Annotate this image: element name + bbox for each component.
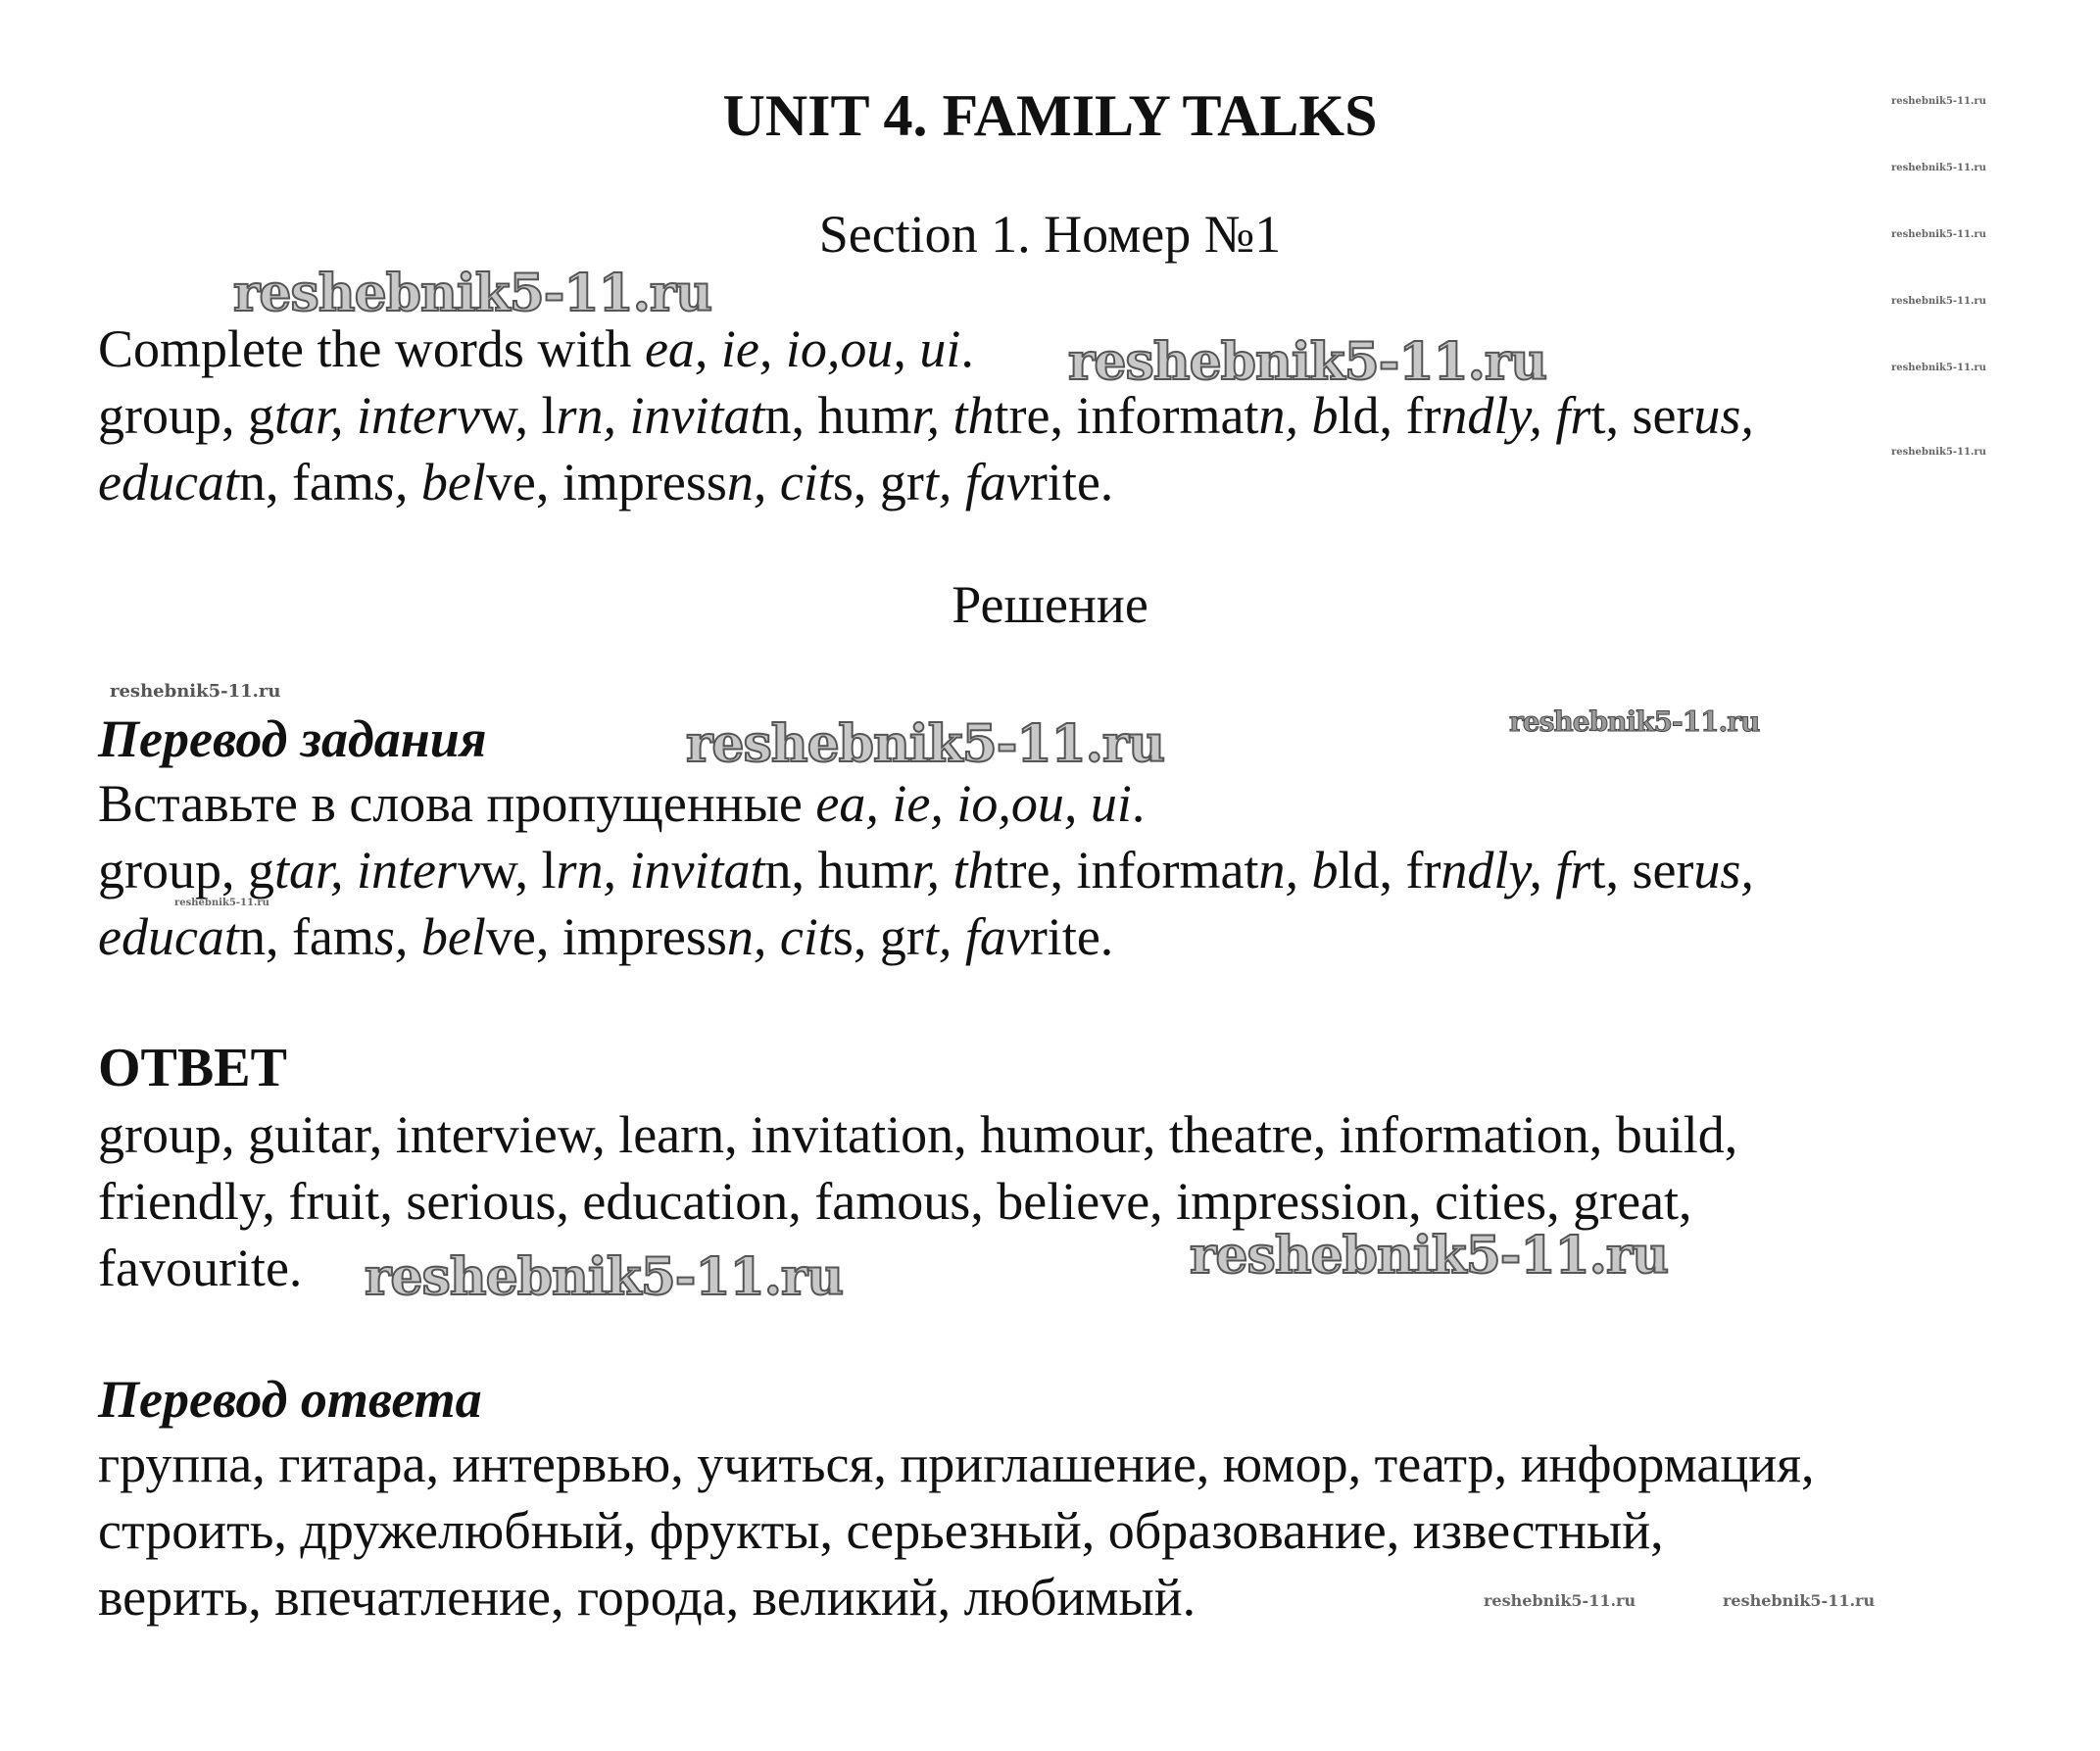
- unit-title: UNIT 4. FAMILY TALKS: [722, 83, 1378, 148]
- watermark: reshebnik5-11.ru: [1891, 363, 1986, 373]
- watermark: reshebnik5-11.ru: [1484, 1591, 1636, 1610]
- translation-words-line1: [98, 837, 2048, 903]
- task-instruction: Complete the words with ea, ie, io,ou, ui.: [98, 319, 974, 378]
- word-fragment: ld, fr: [1338, 841, 1441, 900]
- word-fragment: group, g: [98, 841, 274, 900]
- translation-answer-line3: верить, впечатление, города, великий, любимый.: [98, 1568, 1197, 1627]
- word-fragment: t, ser: [1590, 386, 1694, 445]
- word-fragment: tar, interv: [273, 841, 480, 900]
- word-fragment: ld, fr: [1338, 386, 1441, 445]
- watermark: reshebnik5-11.ru: [1723, 1591, 1876, 1610]
- task-words-line2: [98, 449, 2048, 515]
- watermark: reshebnik5-11.ru: [365, 1247, 844, 1307]
- word-fragment: rite.: [1029, 907, 1114, 966]
- watermark: reshebnik5-11.ru: [1891, 229, 1986, 240]
- word-fragment: n, hum: [764, 386, 912, 445]
- translation-task-heading: Перевод задания: [98, 709, 487, 768]
- answer-line1: group, guitar, interview, learn, invitation, humour, theatre, information, build,: [98, 1105, 1738, 1164]
- word-fragment: t, fav: [923, 907, 1030, 966]
- answer-heading: ОТВЕТ: [98, 1038, 287, 1098]
- watermark: reshebnik5-11.ru: [1891, 447, 1986, 458]
- translation-task-instruction: Вставьте в слова пропущенные ea, ie, io,ou, ui.: [98, 774, 1146, 833]
- watermark: reshebnik5-11.ru: [1891, 96, 1986, 107]
- watermark: reshebnik5-11.ru: [1891, 163, 1986, 173]
- word-fragment: t, fav: [923, 453, 1030, 511]
- word-fragment: us,: [1693, 841, 1754, 900]
- translation-answer-line2: строить, дружелюбный, фрукты, серьезный, образование, известный,: [98, 1501, 1664, 1560]
- word-fragment: tre, informat: [994, 841, 1259, 900]
- translation-words-line2: [98, 903, 2048, 970]
- word-fragment: n, b: [1258, 841, 1339, 900]
- word-fragment: ndly, fr: [1441, 841, 1591, 900]
- watermark: reshebnik5-11.ru: [1509, 705, 1760, 738]
- word-fragment: t, ser: [1590, 841, 1694, 900]
- solution-label: Решение: [952, 575, 1148, 634]
- word-fragment: s, gr: [832, 453, 924, 511]
- word-fragment: n, fam: [238, 453, 374, 511]
- word-fragment: tar, interv: [273, 386, 480, 445]
- word-fragment: r, th: [911, 386, 995, 445]
- word-fragment: s, bel: [373, 453, 486, 511]
- task-words-line1: [98, 382, 2048, 449]
- answer-line3: favourite.: [98, 1239, 303, 1297]
- watermark: reshebnik5-11.ru: [1891, 296, 1986, 307]
- watermark: reshebnik5-11.ru: [686, 714, 1165, 774]
- section-title: Section 1. Номер №1: [818, 205, 1282, 264]
- word-fragment: us,: [1693, 386, 1754, 445]
- word-fragment: n, cit: [726, 453, 833, 511]
- word-fragment: tre, informat: [994, 386, 1259, 445]
- watermark: reshebnik5-11.ru: [174, 898, 269, 908]
- watermark: reshebnik5-11.ru: [1190, 1226, 1669, 1286]
- word-fragment: s, gr: [832, 907, 924, 966]
- translation-task-block: [98, 770, 2048, 970]
- word-fragment: n, hum: [764, 841, 912, 900]
- word-fragment: educat: [98, 453, 239, 511]
- word-fragment: s, bel: [373, 907, 486, 966]
- word-fragment: rn, invitat: [556, 841, 765, 900]
- watermark: reshebnik5-11.ru: [110, 681, 281, 702]
- translation-answer-line1: группа, гитара, интервью, учиться, приглашение, юмор, театр, информация,: [98, 1435, 1815, 1493]
- word-fragment: ve, impress: [485, 907, 727, 966]
- word-fragment: ndly, fr: [1441, 386, 1591, 445]
- word-fragment: r, th: [911, 841, 995, 900]
- word-fragment: ve, impress: [485, 453, 727, 511]
- watermark: reshebnik5-11.ru: [233, 264, 712, 323]
- answer-line2: friendly, fruit, serious, education, famous, believe, impression, cities, great,: [98, 1172, 1692, 1231]
- word-fragment: w, l: [479, 841, 557, 900]
- word-fragment: n, b: [1258, 386, 1339, 445]
- word-fragment: w, l: [479, 386, 557, 445]
- word-fragment: rn, invitat: [556, 386, 765, 445]
- word-fragment: educat: [98, 907, 239, 966]
- watermark: reshebnik5-11.ru: [1068, 332, 1547, 392]
- translation-answer-heading: Перевод ответа: [98, 1370, 482, 1429]
- word-fragment: n, cit: [726, 907, 833, 966]
- word-fragment: n, fam: [238, 907, 374, 966]
- word-fragment: group, g: [98, 386, 274, 445]
- word-fragment: rite.: [1029, 453, 1114, 511]
